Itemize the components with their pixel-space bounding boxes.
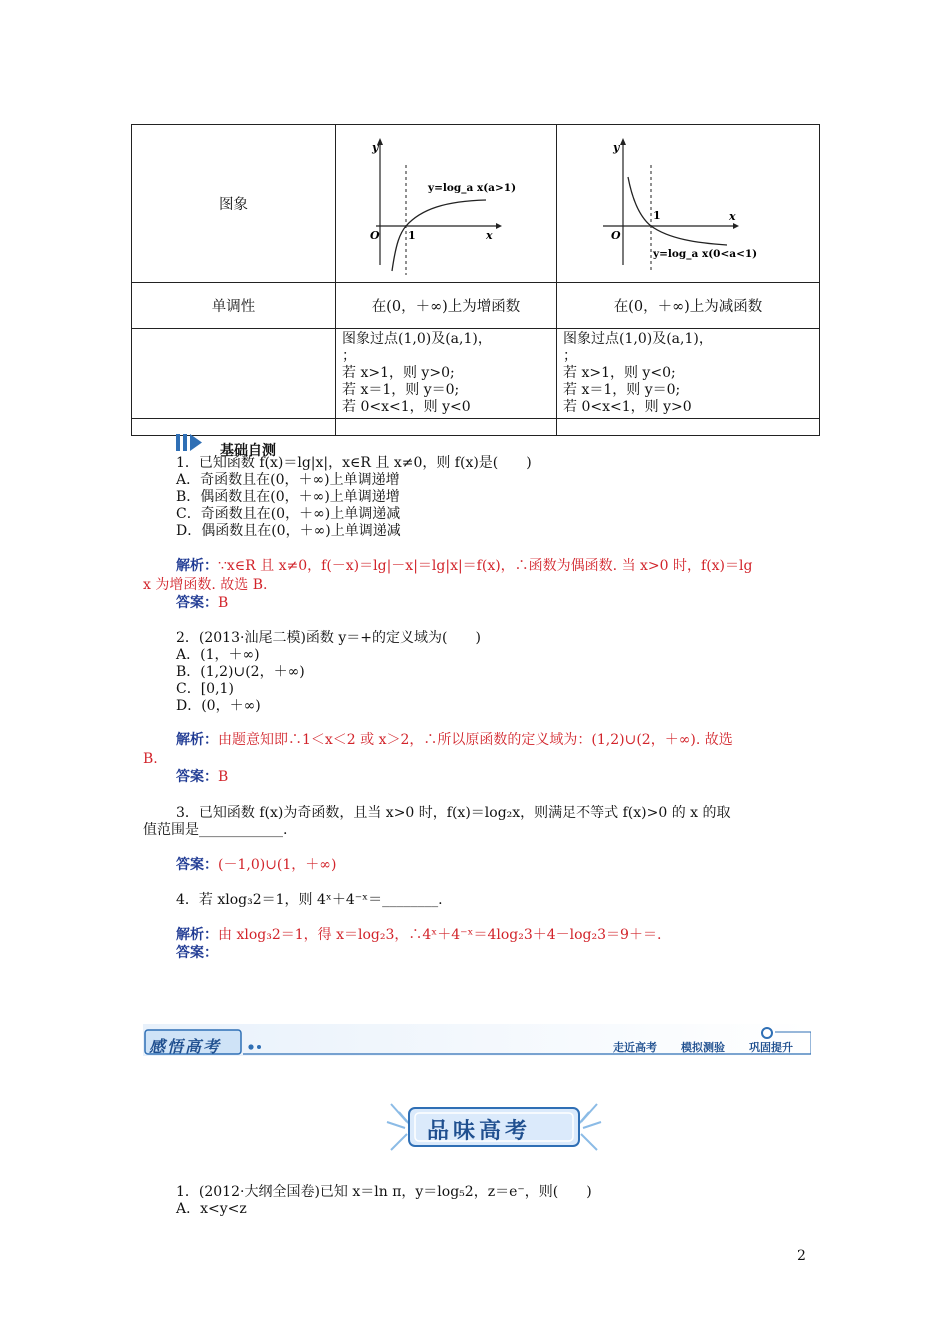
section-marker-icon	[176, 431, 212, 453]
badge-title: 品味高考	[427, 1119, 532, 1144]
q3-stem: 3．已知函数 f(x)为奇函数，且当 x>0 时，f(x)＝log₂x，则满足不等式 f(x)>0 的 x 的取	[176, 805, 731, 821]
q1-option-c: C．奇函数且在(0，＋∞)上单调递减	[176, 506, 401, 522]
y-axis-label: y	[613, 141, 620, 154]
q3-stem-cont: 值范围是____________.	[143, 822, 288, 838]
decreasing-log-graph	[557, 125, 819, 278]
pinwei-badge	[385, 1100, 603, 1154]
banner-left-title: 感悟高考	[149, 1037, 222, 1056]
analysis-label: 解析：	[176, 558, 218, 574]
q1-analysis: 解析：∵x∈R 且 x≠0，f(－x)＝lg|－x|＝lg|x|＝f(x)，∴函数为偶函数. 当 x>0 时，f(x)＝lg	[176, 558, 753, 574]
q1-stem: 1．已知函数 f(x)＝lg|x|，x∈R 且 x≠0，则 f(x)是( )	[176, 455, 532, 471]
section-header	[176, 431, 276, 459]
monotonic-label: 单调性	[132, 283, 336, 329]
q3-answer: 答案：(－1,0)∪(1，＋∞)	[176, 857, 337, 873]
q2-analysis: 解析：由题意知即∴1＜x＜2 或 x＞2，∴所以原函数的定义域为：(1,2)∪(2，＋∞). 故选	[176, 732, 733, 748]
gaokao-banner: 感悟高考 走近高考 模拟测验 巩固提升	[143, 1018, 811, 1062]
points-increasing: 图象过点(1,0)及(a,1)， ； 若 x>1，则 y>0; 若 x＝1，则 y＝0; 若 0<x<1，则 y<0	[336, 329, 557, 419]
x-axis-label: x	[486, 229, 493, 242]
s2-q1-stem: 1．(2012·大纲全国卷)已知 x＝ln π，y＝log₅2，z＝e⁻，则( )	[176, 1184, 592, 1200]
increasing-log-graph	[336, 125, 556, 278]
points-label-empty	[132, 329, 336, 419]
q1-analysis-cont: x 为增函数. 故选 B.	[143, 577, 268, 593]
q2-option-d: D．(0，＋∞)	[176, 698, 261, 714]
q2-option-b: B．(1,2)∪(2，＋∞)	[176, 664, 305, 680]
q2-answer: 答案：B	[176, 769, 229, 785]
origin-label: O	[611, 229, 621, 242]
q2-analysis-cont: B.	[143, 751, 158, 767]
log-properties-table	[131, 124, 820, 436]
page-number: 2	[797, 1248, 806, 1264]
q1-option-d: D．偶函数且在(0，＋∞)上单调递减	[176, 523, 401, 539]
graph-decreasing	[557, 125, 820, 283]
x-axis-label: x	[729, 210, 736, 223]
decreasing-caption: y=log_a x(0<a<1)	[653, 248, 758, 260]
q2-option-a: A．(1，＋∞)	[176, 647, 260, 663]
section-title: 基础自测	[220, 443, 276, 459]
graph-label: 图象	[132, 125, 336, 283]
one-label: 1	[408, 229, 416, 242]
one-label: 1	[653, 209, 661, 222]
origin-label: O	[370, 229, 380, 242]
graph-increasing	[336, 125, 557, 283]
q2-stem: 2．(2013·汕尾二模)函数 y＝+的定义域为( )	[176, 630, 481, 646]
monotonic-increasing: 在(0，＋∞)上为增函数	[336, 283, 557, 329]
q1-answer: 答案：B	[176, 595, 229, 611]
q2-option-c: C．[0,1)	[176, 681, 234, 697]
q1-option-b: B．偶函数且在(0，＋∞)上单调递增	[176, 489, 400, 505]
y-axis-label: y	[372, 141, 379, 154]
monotonic-decreasing: 在(0，＋∞)上为减函数	[557, 283, 820, 329]
q4-stem: 4．若 xlog₃2＝1，则 4ˣ＋4⁻ˣ＝________.	[176, 892, 443, 908]
increasing-caption: y=log_a x(a>1)	[428, 182, 517, 194]
q1-option-a: A．奇函数且在(0，＋∞)上单调递增	[176, 472, 400, 488]
q4-analysis: 解析：由 xlog₃2＝1，得 x＝log₂3，∴4ˣ＋4⁻ˣ＝4log₂3＋4－log₂3＝9＋＝.	[176, 927, 662, 943]
q4-answer: 答案：	[176, 945, 218, 961]
points-decreasing: 图象过点(1,0)及(a,1)， ； 若 x>1，则 y<0; 若 x＝1，则 y＝0; 若 0<x<1，则 y>0	[557, 329, 820, 419]
s2-q1-option-a: A．x<y<z	[176, 1201, 247, 1217]
